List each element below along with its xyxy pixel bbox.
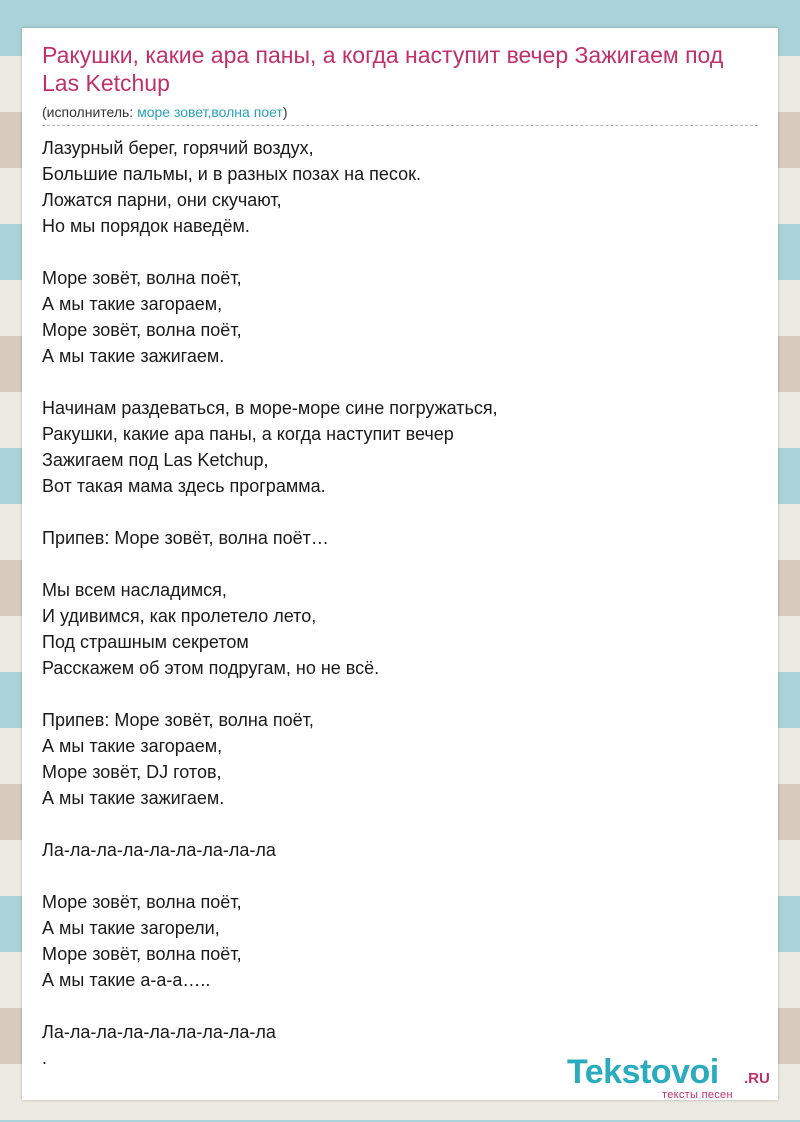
lyrics-line: А мы такие зажигаем. — [42, 788, 225, 808]
lyrics-line: Большие пальмы, и в разных позах на песок. — [42, 164, 421, 184]
lyrics-stanza — [42, 577, 758, 681]
performer-suffix: ) — [282, 104, 288, 120]
performer-link[interactable]: море зовет,волна поет — [137, 104, 283, 120]
lyrics-line: Море зовёт, волна поёт, — [42, 320, 242, 340]
lyrics-line: А мы такие зажигаем. — [42, 346, 225, 366]
lyrics-line: И удивимся, как пролетело лето, — [42, 606, 317, 626]
lyrics-line: Ракушки, какие ара паны, а когда наступит вечер — [42, 424, 454, 444]
logo-name: Tekstovoi — [567, 1053, 719, 1091]
lyrics-line: Ложатся парни, они скучают, — [42, 190, 282, 210]
lyrics-line: Ла-ла-ла-ла-ла-ла-ла-ла-ла — [42, 840, 276, 860]
performer-prefix: (исполнитель: — [42, 104, 138, 120]
lyrics-line: . — [42, 1048, 48, 1068]
lyrics-line: Зажигаем под Las Ketchup, — [42, 450, 269, 470]
lyrics-body — [42, 135, 758, 1097]
lyrics-stanza — [42, 889, 758, 993]
song-title: Ракушки, какие ара паны, а когда наступит вечер Зажигаем под Las Ketchup — [42, 42, 724, 96]
lyrics-line: Море зовёт, DJ готов, — [42, 762, 222, 782]
lyrics-line: Ла-ла-ла-ла-ла-ла-ла-ла-ла — [42, 1022, 276, 1042]
logo-tld: .RU — [744, 1070, 770, 1087]
lyrics-stanza — [42, 135, 758, 239]
lyrics-line: А мы такие а-а-а….. — [42, 970, 211, 990]
site-logo[interactable] — [567, 1052, 777, 1102]
performer-line — [42, 103, 758, 126]
lyrics-line: Мы всем насладимся, — [42, 580, 227, 600]
lyrics-line: Вот такая мама здесь программа. — [42, 476, 326, 496]
lyrics-line: Расскажем об этом подругам, но не всё. — [42, 658, 380, 678]
lyrics-line: А мы такие загорели, — [42, 918, 220, 938]
lyrics-line: Море зовёт, волна поёт, — [42, 892, 242, 912]
lyrics-line: Припев: Море зовёт, волна поёт, — [42, 710, 314, 730]
lyrics-stanza — [42, 837, 758, 863]
lyrics-line: Море зовёт, волна поёт, — [42, 268, 242, 288]
lyrics-line: А мы такие загораем, — [42, 736, 223, 756]
lyrics-line: Припев: Море зовёт, волна поёт… — [42, 528, 329, 548]
lyrics-stanza — [42, 707, 758, 811]
lyrics-line: Море зовёт, волна поёт, — [42, 944, 242, 964]
lyrics-sheet — [22, 28, 778, 1100]
lyrics-line: Лазурный берег, горячий воздух, — [42, 138, 314, 158]
lyrics-stanza — [42, 395, 758, 499]
lyrics-stanza — [42, 265, 758, 369]
lyrics-stanza — [42, 525, 758, 551]
lyrics-line: Начинам раздеваться, в море-море сине погружаться, — [42, 398, 498, 418]
lyrics-line: А мы такие загораем, — [42, 294, 223, 314]
lyrics-line: Но мы порядок наведём. — [42, 216, 250, 236]
lyrics-line: Под страшным секретом — [42, 632, 249, 652]
logo-tagline: тексты песен — [662, 1089, 733, 1101]
